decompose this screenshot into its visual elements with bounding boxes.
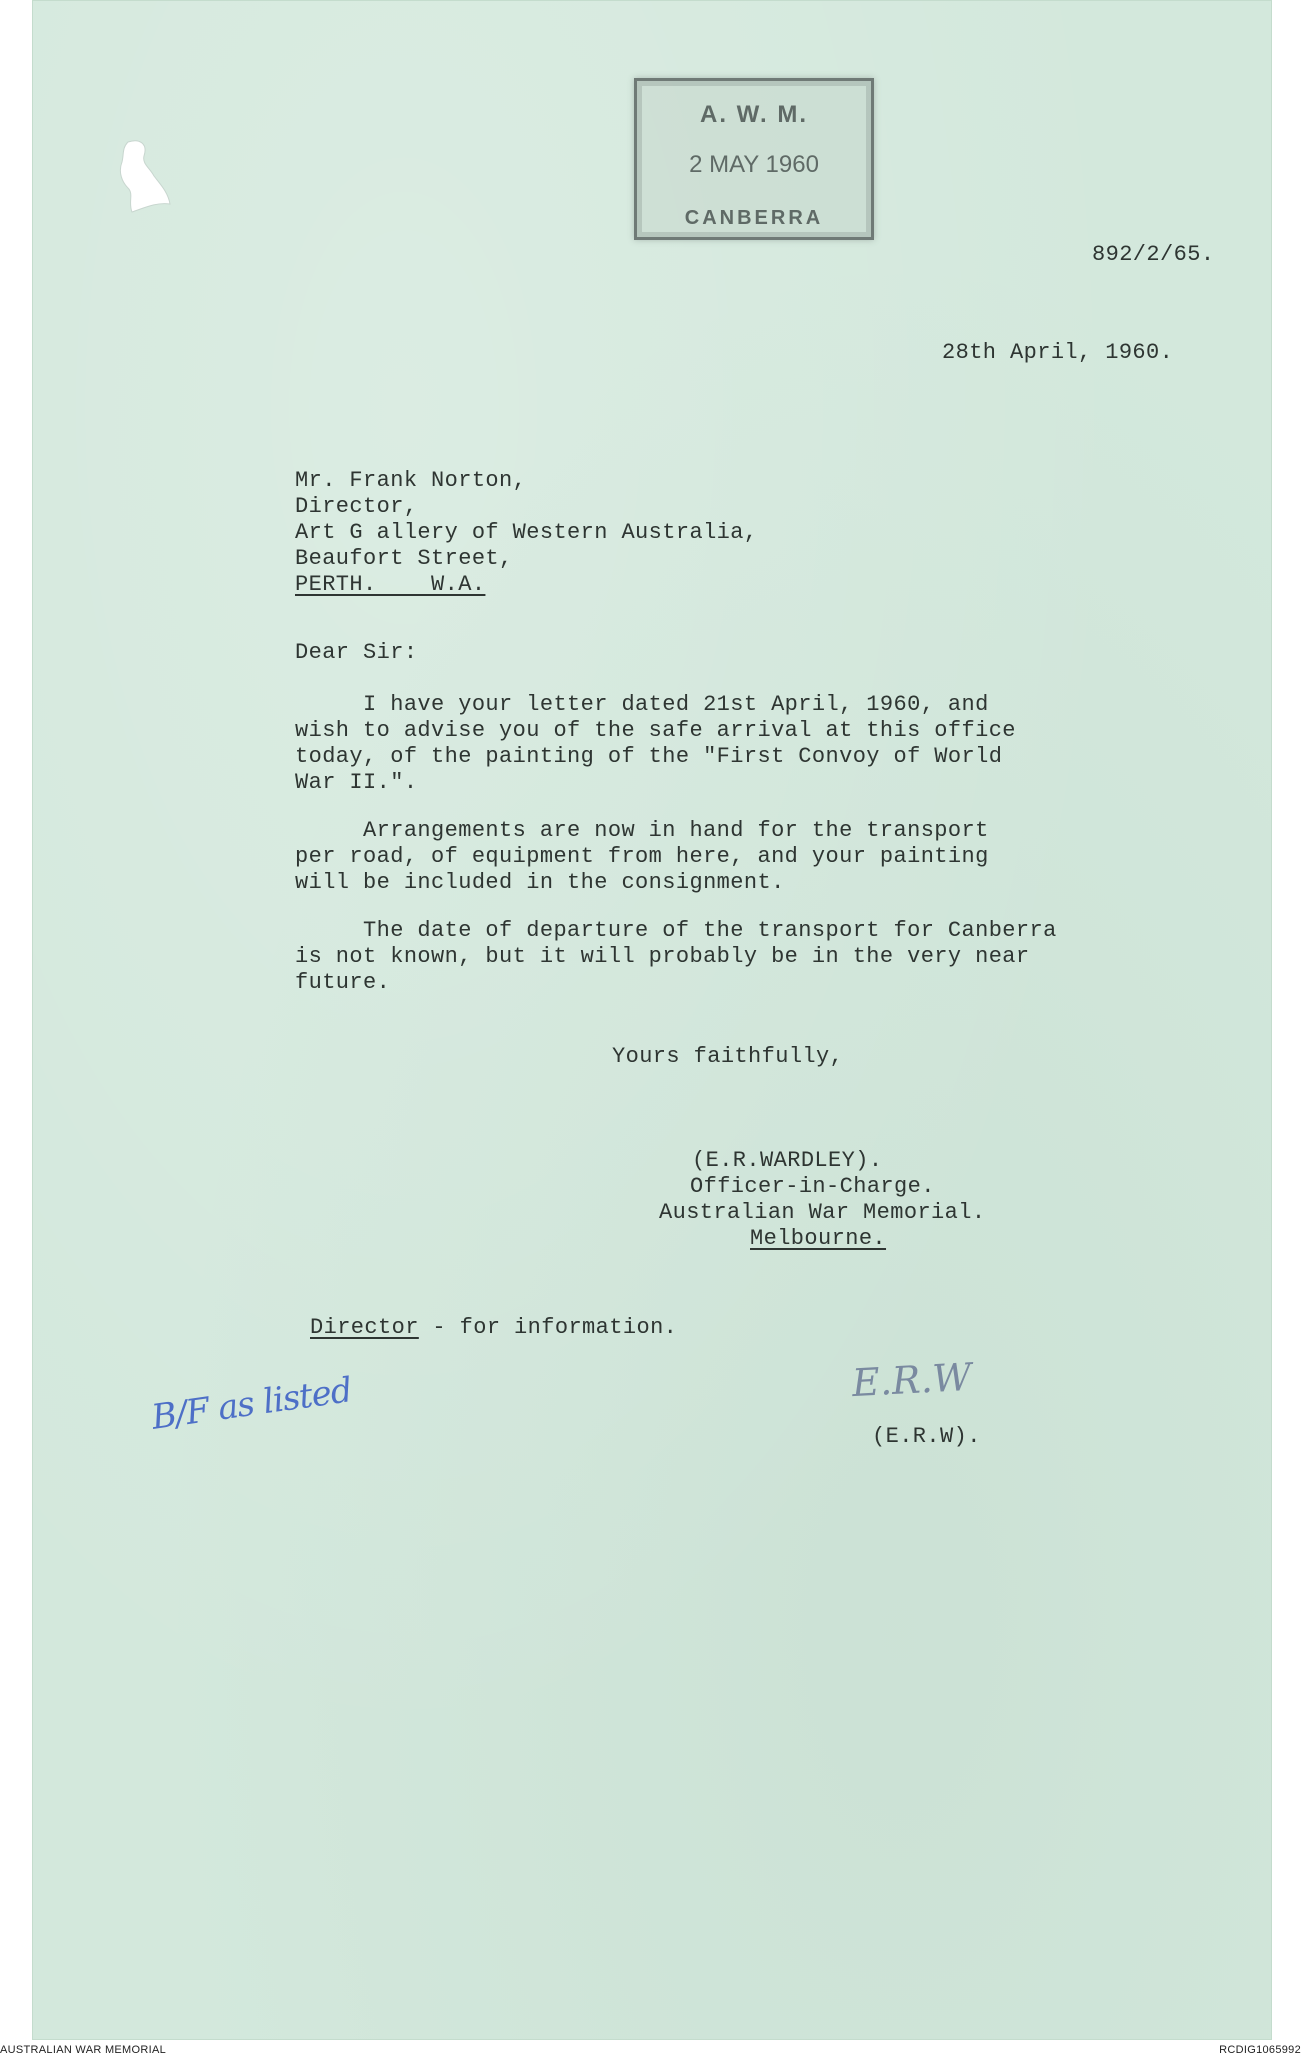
forwarding-note	[310, 1315, 677, 1341]
salutation: Dear Sir:	[295, 640, 418, 665]
address-line: Art G allery of Western Australia,	[295, 520, 758, 545]
signatory-org: Australian War Memorial.	[659, 1200, 986, 1225]
signatory-city: Melbourne.	[750, 1226, 887, 1251]
closing: Yours faithfully,	[612, 1044, 844, 1069]
received-stamp	[634, 78, 874, 240]
stamp-city: CANBERRA	[684, 207, 824, 229]
punch-hole	[114, 138, 172, 218]
body-line: War II.".	[295, 770, 418, 795]
body-line: I have your letter dated 21st April, 1960, and	[295, 692, 989, 717]
body-paragraph-2	[295, 818, 989, 896]
address-line: Beaufort Street,	[295, 546, 513, 571]
letter-sheet	[32, 0, 1272, 2040]
footer-record-id: RCDIG1065992	[1219, 2044, 1301, 2056]
body-line: wish to advise you of the safe arrival at this office	[295, 718, 1016, 743]
body-line: The date of departure of the transport for Canberra	[295, 918, 1057, 943]
handwritten-note: B/F as listed	[149, 1370, 354, 1438]
handwritten-signature: E.R.W	[850, 1354, 973, 1406]
stamp-org: A. W. M.	[700, 101, 808, 128]
body-line: today, of the painting of the "First Convoy of World	[295, 744, 1003, 769]
letter-date: 28th April, 1960.	[942, 340, 1174, 365]
stamp-date: 2 MAY 1960	[689, 151, 819, 178]
footer-institution: AUSTRALIAN WAR MEMORIAL	[0, 2044, 167, 2056]
initials: (E.R.W).	[872, 1424, 981, 1449]
note-text: - for information.	[418, 1315, 678, 1340]
note-label: Director	[310, 1315, 419, 1340]
body-paragraph-3	[295, 918, 1057, 996]
body-paragraph-1	[295, 692, 1016, 796]
reference-number: 892/2/65.	[1092, 242, 1215, 267]
address-line: Mr. Frank Norton,	[295, 468, 527, 493]
body-line: Arrangements are now in hand for the transport	[295, 818, 989, 843]
body-line: will be included in the consignment.	[295, 870, 785, 895]
address-line: Director,	[295, 494, 418, 519]
signatory-name: (E.R.WARDLEY).	[692, 1148, 883, 1173]
body-line: future.	[295, 970, 391, 995]
address-city: PERTH. W.A.	[295, 572, 486, 597]
body-line: per road, of equipment from here, and your painting	[295, 844, 989, 869]
signatory-title: Officer-in-Charge.	[690, 1174, 935, 1199]
body-line: is not known, but it will probably be in the very near	[295, 944, 1030, 969]
